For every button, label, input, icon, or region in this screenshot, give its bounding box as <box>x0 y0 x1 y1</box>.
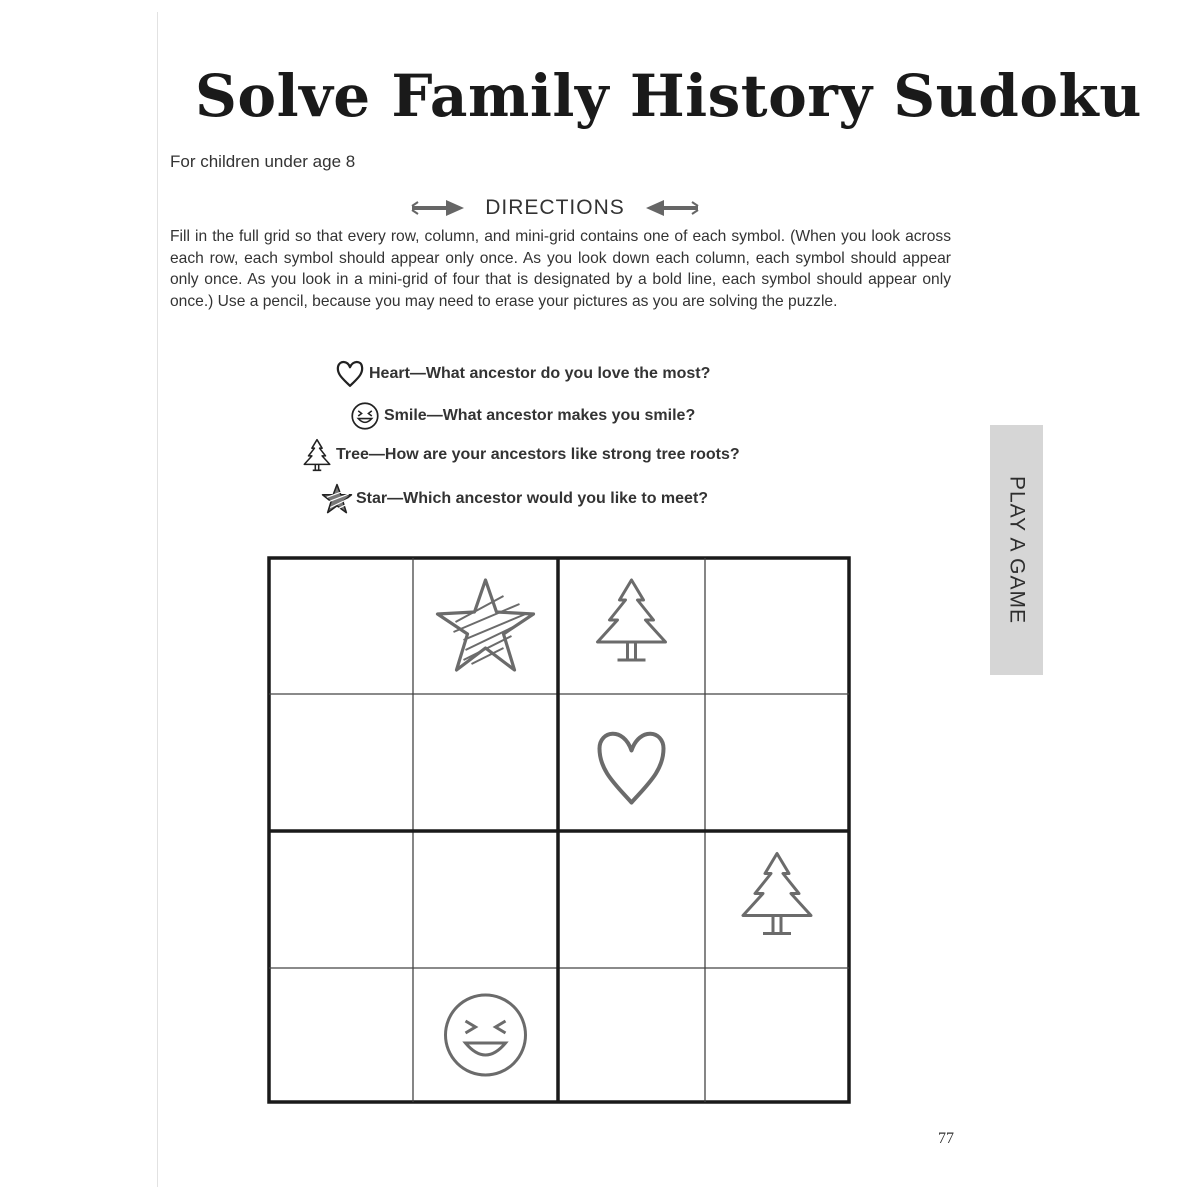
smile-icon <box>348 399 382 433</box>
side-tab-label: PLAY A GAME <box>1005 476 1029 624</box>
legend-item-tree <box>300 438 740 472</box>
sudoku-grid <box>267 556 851 1104</box>
arrow-right-icon <box>410 198 466 218</box>
grid-cell-r2-c3[interactable] <box>561 697 702 828</box>
grid-cell-r4-c4[interactable] <box>708 971 846 1099</box>
grid-cell-r4-c1[interactable] <box>272 971 410 1099</box>
directions-text: Fill in the full grid so that every row, column, and mini-grid contains one of each symbol. (When you look across each row, each symbol should appear only once. As you look down each column, each symbol should appear only once. As you look in a mini-grid of four that is designated by a bold line, each symbol should appear only once.) Use a pencil, because you may need to erase your pictures as you are solving the puzzle. <box>170 228 951 310</box>
heart-icon <box>333 357 367 391</box>
grid-cell-r3-c3[interactable] <box>561 834 702 965</box>
arrow-left-icon <box>644 198 700 218</box>
grid-cell-r3-c2[interactable] <box>416 834 555 965</box>
legend-item-star <box>320 482 708 516</box>
grid-cell-r3-c1[interactable] <box>272 834 410 965</box>
grid-cell-r4-c2[interactable] <box>416 971 555 1099</box>
tree-icon <box>300 438 334 472</box>
page-number: 77 <box>938 1130 954 1147</box>
legend-text-heart: Heart—What ancestor do you love the most? <box>369 365 711 382</box>
legend-text-tree: Tree—How are your ancestors like strong tree roots? <box>336 446 740 463</box>
legend-text-star: Star—Which ancestor would you like to meet? <box>356 490 709 507</box>
grid-cell-r1-c1[interactable] <box>272 561 410 691</box>
page-title: Solve Family History Sudoku <box>195 62 1142 130</box>
legend-item-heart <box>333 357 710 391</box>
grid-cell-r2-c4[interactable] <box>708 697 846 828</box>
grid-cell-r1-c4[interactable] <box>708 561 846 691</box>
star-icon <box>320 482 354 516</box>
legend-text-smile: Smile—What ancestor makes you smile? <box>384 407 696 424</box>
directions-header <box>410 193 700 223</box>
directions-heading: DIRECTIONS <box>485 196 625 219</box>
sudoku-grid-svg <box>267 556 851 1104</box>
subtitle: For children under age 8 <box>170 152 356 171</box>
page-edge <box>157 12 158 1187</box>
grid-cell-r2-c1[interactable] <box>272 697 410 828</box>
grid-cell-r4-c3[interactable] <box>561 971 702 1099</box>
side-tab <box>990 425 1043 675</box>
legend-item-smile <box>348 399 695 433</box>
grid-cell-r2-c2[interactable] <box>416 697 555 828</box>
